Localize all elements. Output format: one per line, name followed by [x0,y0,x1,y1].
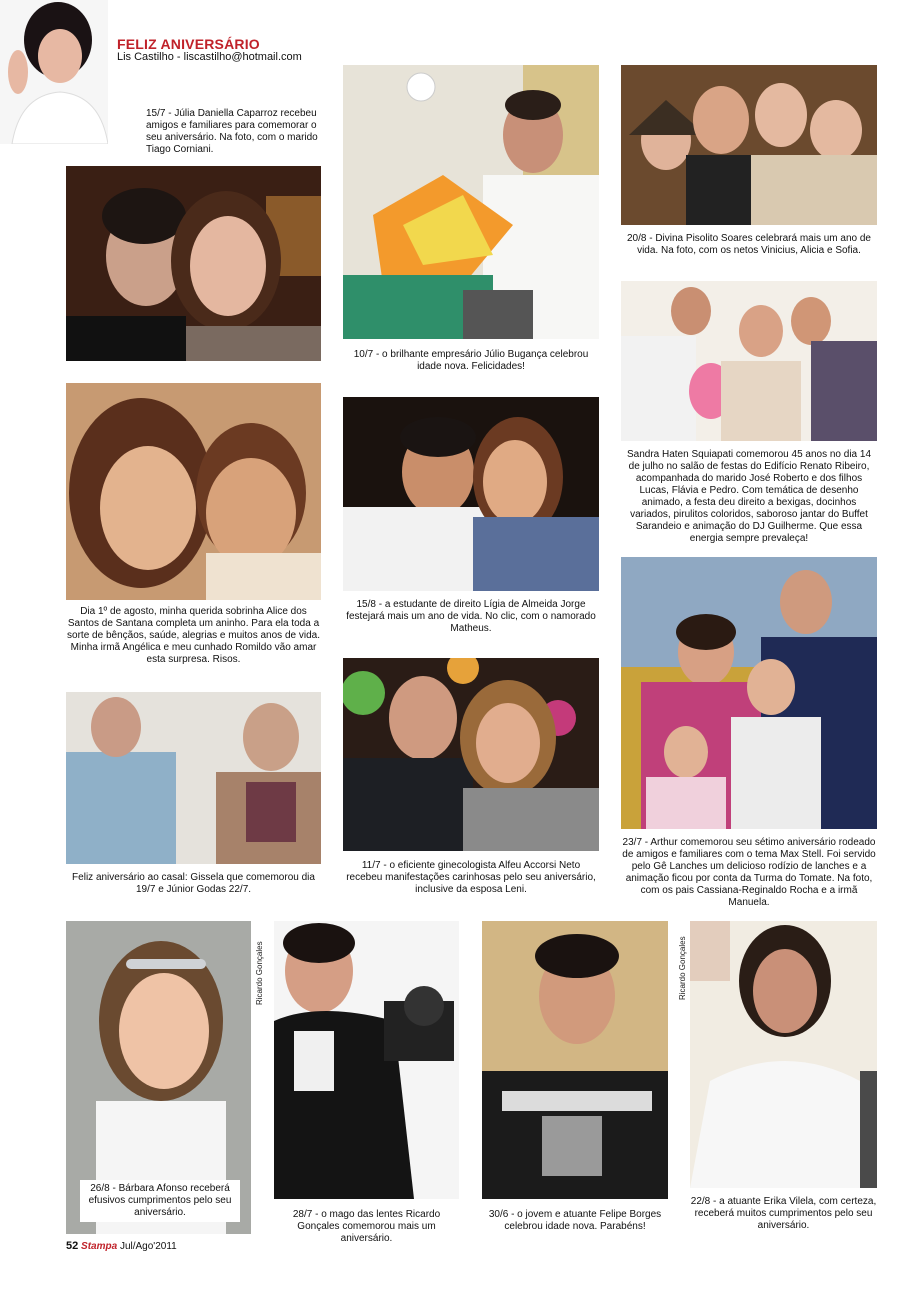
columnist-photo [0,0,108,144]
photo-alfeu-leni [343,658,599,851]
caption-alice: Dia 1º de agosto, minha querida sobrinha Alice dos Santos de Santana completa um aninho. Para ela toda a sorte de bênçãos, saúde, alegrias e muitos anos de vida. Minha irmã Angélica e meu cunhado Romildo vão amar esta surpresa. Risos. [67,606,320,665]
photo-sandra [621,281,877,441]
page-title: FELIZ ANIVERSÁRIO [117,36,260,52]
photo-credit-2: Ricardo Gonçales [678,936,687,1000]
photo-ricardo [274,921,459,1199]
page-folio [66,1240,177,1252]
photo-ligia-matheus [343,397,599,591]
caption-divina: 20/8 - Divina Pisolito Soares celebrará mais um ano de vida. Na foto, com os netos Vinicius, Alicia e Sofia. [626,233,871,256]
photo-alice [66,383,321,600]
photo-gissela-junior [66,692,321,864]
caption-julia: 15/7 - Júlia Daniella Caparroz recebeu amigos e familiares para comemorar o seu aniversário. Na foto, com o marido Tiago Corniani. [146,108,318,155]
caption-felipe: 30/6 - o jovem e atuante Felipe Borges celebrou idade nova. Parabéns! [488,1209,662,1232]
caption-barbara: 26/8 - Bárbara Afonso receberá efusivos cumprimentos pelo seu aniversário. [80,1180,240,1222]
caption-ricardo: 28/7 - o mago das lentes Ricardo Gonçales comemorou mais um aniversário. [292,1209,441,1244]
issue-date: Jul/Ago'2011 [119,1241,177,1252]
caption-julio: 10/7 - o brilhante empresário Júlio Bugança celebrou idade nova. Felicidades! [353,349,589,372]
caption-ligia: 15/8 - a estudante de direito Lígia de Almeida Jorge festejará mais um ano de vida. No clic, com o namorado Matheus. [346,599,596,634]
photo-julio [343,65,599,339]
caption-arthur: 23/7 - Arthur comemorou seu sétimo aniversário rodeado de amigos e familiares com o tema Max Stell. Foi servido pelo Gê Lanches um delicioso rodízio de lanches e a animação ficou por conta da Turma do Tomate. Na foto, com os pais Cassiana-Reginaldo Rocha e a irmã Manuela. [622,837,876,908]
caption-erika: 22/8 - a atuante Erika Vilela, com certeza, receberá muitos cumprimentos pelo seu aniversário. [690,1196,877,1231]
photo-erika [690,921,877,1188]
photo-felipe [482,921,668,1199]
photo-divina [621,65,877,225]
author-line: Lis Castilho - liscastilho@hotmail.com [117,51,302,63]
page-number: 52 [66,1240,79,1252]
photo-julia-tiago [66,166,321,361]
caption-sandra: Sandra Haten Squiapati comemorou 45 anos no dia 14 de julho no salão de festas do Edifício Renato Ribeiro, acompanhada do marido José Roberto e dos filhos Lucas, Flávia e Pedro. Com temática de desenho animado, a festa deu direito a bexigas, docinhos variados, pirulitos coloridos, saboroso jantar do Buffet Sarandeio e animação do DJ Guilherme. Que essa energia sempre prevaleça! [626,449,872,544]
photo-arthur [621,557,877,829]
caption-gissela: Feliz aniversário ao casal: Gissela que comemorou dia 19/7 e Júnior Godas 22/7. [72,872,315,895]
caption-alfeu: 11/7 - o eficiente ginecologista Alfeu Accorsi Neto recebeu manifestações carinhosas pelo seu aniversário, inclusive da esposa Leni. [346,860,596,895]
magazine-brand: Stampa [81,1241,118,1252]
photo-credit-1: Ricardo Gonçales [255,941,264,1005]
